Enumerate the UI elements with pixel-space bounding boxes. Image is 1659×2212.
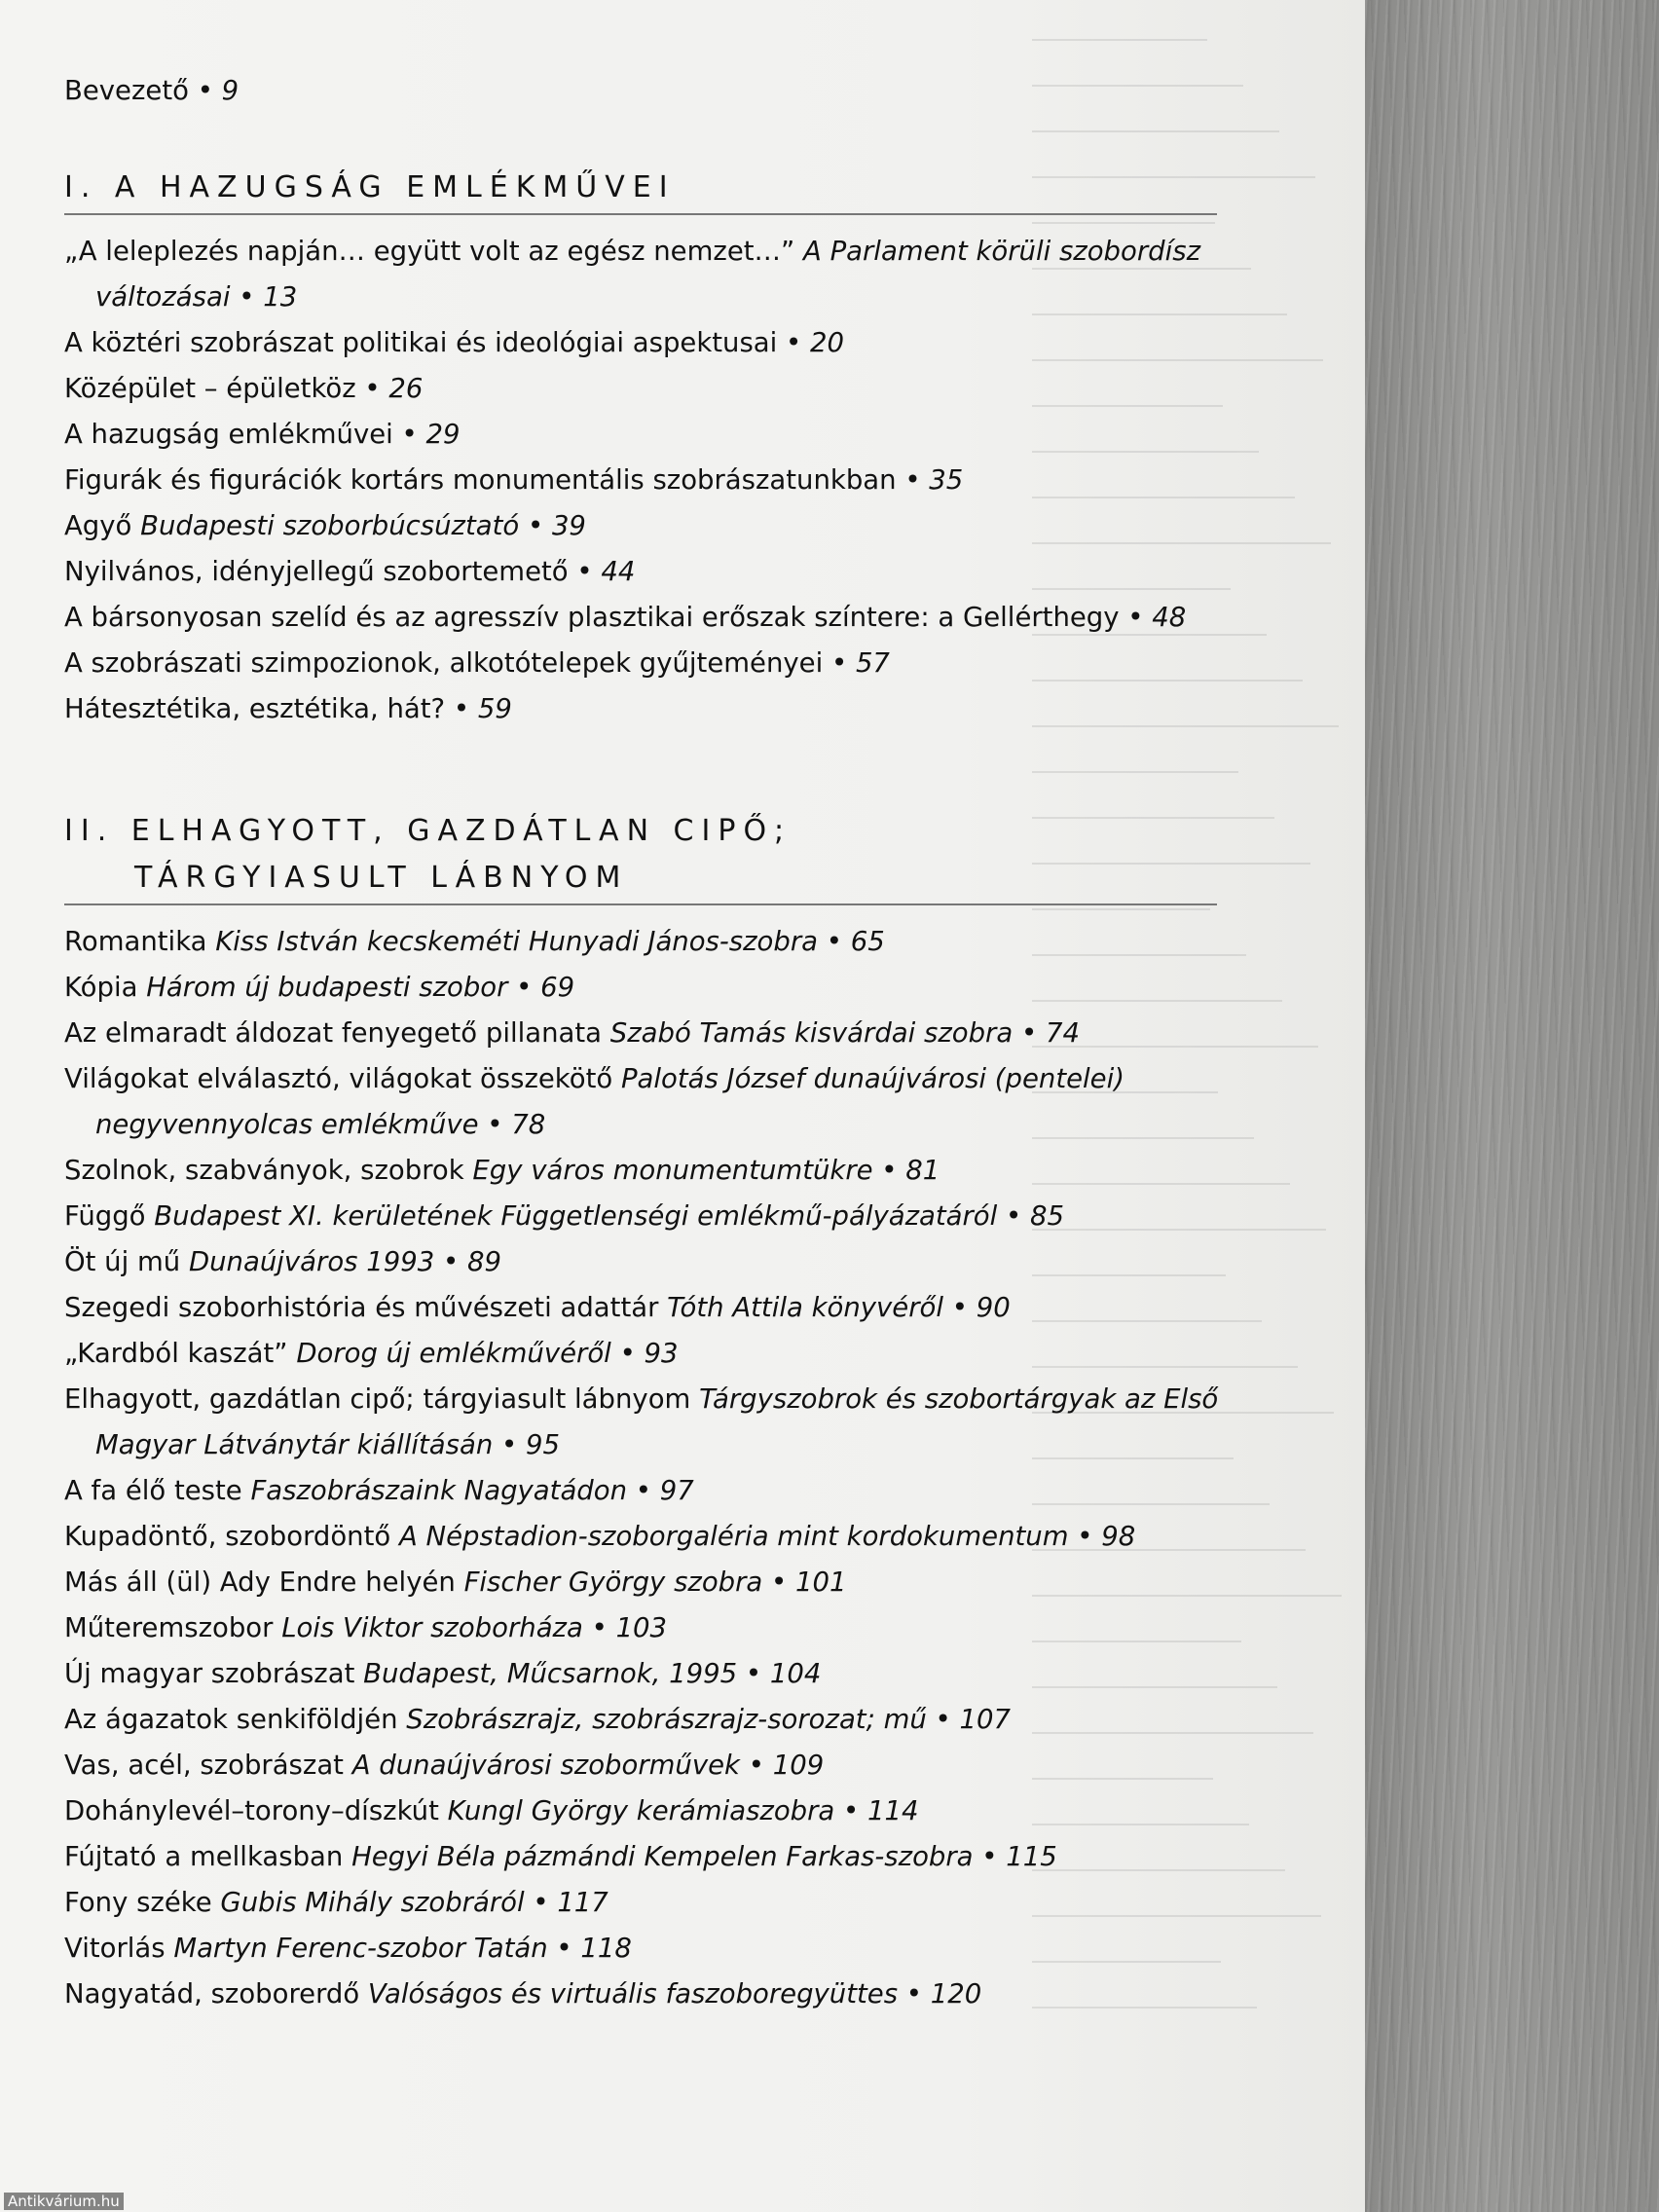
entry-title: Vas, acél, szobrászat xyxy=(64,1750,344,1781)
entry-subtitle: Lois Viktor szoborháza xyxy=(281,1612,583,1643)
toc-entry xyxy=(64,1697,1254,1743)
entry-title: Függő xyxy=(64,1200,146,1232)
entry-title: Hátesztétika, esztétika, hát? xyxy=(64,693,446,724)
bullet: • xyxy=(568,556,602,587)
entry-page: 101 xyxy=(795,1567,847,1598)
entry-subtitle: Hegyi Béla pázmándi Kempelen Farkas-szobra xyxy=(351,1841,974,1872)
entry-title: Figurák és figurációk kortárs monumentális szobrászatunkban xyxy=(64,464,897,496)
entry-title: Szolnok, szabványok, szobrok xyxy=(64,1155,464,1186)
section-heading-line1: I. A HAZUGSÁG EMLÉKMŰVEI xyxy=(64,170,676,204)
section-heading xyxy=(64,808,1217,905)
entry-page: 120 xyxy=(930,1978,982,2009)
entry-title: Középület – épületköz xyxy=(64,373,356,404)
toc-entry xyxy=(64,1880,1254,1926)
bullet: • xyxy=(582,1612,616,1643)
toc-entry xyxy=(64,1285,1254,1331)
bullet: • xyxy=(230,281,264,313)
entry-page: 85 xyxy=(1030,1200,1064,1232)
toc-entry xyxy=(64,366,1254,412)
entry-title: Vitorlás xyxy=(64,1933,166,1964)
entry-page: 98 xyxy=(1101,1521,1136,1552)
bullet: • xyxy=(392,419,426,450)
toc-entry xyxy=(64,229,1254,320)
entry-page: 103 xyxy=(615,1612,668,1643)
toc-entry xyxy=(64,1468,1254,1514)
entry-page: 95 xyxy=(525,1429,560,1460)
entry-subtitle: Kungl György kerámiaszobra xyxy=(447,1795,835,1826)
entry-title: Fony széke xyxy=(64,1887,212,1918)
entry-subtitle: Tóth Attila könyvéről xyxy=(667,1292,943,1323)
entry-page: 115 xyxy=(1006,1841,1057,1872)
entry-subtitle: Valóságos és virtuális faszoboregyüttes xyxy=(367,1978,899,2009)
entry-page: 20 xyxy=(810,327,845,358)
bullet: • xyxy=(818,926,851,957)
entry-title: „Kardból kaszát” xyxy=(64,1338,288,1369)
entry-page: 57 xyxy=(855,647,890,679)
entry-page: 26 xyxy=(388,373,424,404)
table-of-contents xyxy=(64,68,1233,2017)
toc-entry xyxy=(64,1514,1254,1560)
bullet: • xyxy=(445,693,478,724)
toc-entry xyxy=(64,686,1254,732)
entry-title: Műteremszobor xyxy=(64,1612,274,1643)
toc-entry xyxy=(64,1056,1254,1148)
toc-entry xyxy=(64,1560,1254,1605)
entry-subtitle: Egy város monumentumtükre xyxy=(472,1155,873,1186)
entry-subtitle: Budapest XI. kerületének Függetlenségi emlékmű-pályázatáról xyxy=(154,1200,998,1232)
toc-entry xyxy=(64,503,1254,549)
bullet: • xyxy=(823,647,856,679)
toc-entry-intro xyxy=(64,68,1254,114)
bullet: • xyxy=(507,972,541,1003)
bullet: • xyxy=(434,1246,467,1277)
entry-page: 97 xyxy=(659,1475,694,1506)
entry-page: 117 xyxy=(557,1887,608,1918)
bullet: • xyxy=(1068,1521,1102,1552)
bullet: • xyxy=(973,1841,1007,1872)
entry-title: A köztéri szobrászat politikai és ideológiai aspektusai xyxy=(64,327,778,358)
entry-title: Dohánylevél–torony–díszkút xyxy=(64,1795,439,1826)
bullet: • xyxy=(478,1109,512,1140)
entry-page: 89 xyxy=(466,1246,501,1277)
bullet: • xyxy=(834,1795,868,1826)
entry-subtitle: A dunaújvárosi szoborművek xyxy=(351,1750,740,1781)
entry-title: Nyilvános, idényjellegű szobortemető xyxy=(64,556,569,587)
entry-page: 107 xyxy=(959,1704,1012,1735)
bullet: • xyxy=(547,1933,581,1964)
entry-page: 93 xyxy=(644,1338,679,1369)
toc-entry xyxy=(64,1788,1254,1834)
entry-title: Elhagyott, gazdátlan cipő; tárgyiasult lábnyom xyxy=(64,1383,691,1415)
bullet: • xyxy=(737,1658,770,1689)
entry-page: 109 xyxy=(772,1750,825,1781)
wood-background xyxy=(1365,0,1659,2212)
entry-subtitle: Budapest, Műcsarnok, 1995 xyxy=(363,1658,738,1689)
toc-entry xyxy=(64,1331,1254,1377)
entry-title: A bársonyosan szelíd és az agresszív plasztikai erőszak színtere: a Gellérthegy xyxy=(64,602,1120,633)
entry-title: Öt új mű xyxy=(64,1246,181,1277)
entry-page: 74 xyxy=(1045,1017,1080,1049)
bullet: • xyxy=(524,1887,558,1918)
entry-title: Más áll (ül) Ady Endre helyén xyxy=(64,1567,456,1598)
toc-entry xyxy=(64,1377,1254,1468)
section-entries xyxy=(64,229,1233,732)
entry-title: „A leleplezés napján… együtt volt az egész nemzet…” xyxy=(64,236,795,267)
entry-title: Az ágazatok senkiföldjén xyxy=(64,1704,398,1735)
toc-entry xyxy=(64,641,1254,686)
entry-subtitle: Szobrászrajz, szobrászrajz-sorozat; mű xyxy=(406,1704,927,1735)
entry-title: Fújtató a mellkasban xyxy=(64,1841,344,1872)
entry-subtitle: Dorog új emlékművéről xyxy=(296,1338,611,1369)
entry-title: Nagyatád, szoborerdő xyxy=(64,1978,360,2009)
entry-title: Agyő xyxy=(64,510,132,541)
toc-entry xyxy=(64,1194,1254,1239)
toc-entry xyxy=(64,320,1254,366)
entry-subtitle: Palotás József dunaújvárosi (pentelei) negyvennyolcas emlékműve xyxy=(95,1063,1124,1140)
bullet: • xyxy=(898,1978,931,2009)
bullet: • xyxy=(943,1292,977,1323)
entry-subtitle: A Népstadion-szoborgaléria mint kordokumentum xyxy=(398,1521,1069,1552)
toc-entry xyxy=(64,1834,1254,1880)
entry-page: 35 xyxy=(929,464,964,496)
entry-page: 44 xyxy=(601,556,636,587)
bullet: • xyxy=(197,75,222,106)
entry-page: 114 xyxy=(867,1795,919,1826)
entry-title: A szobrászati szimpozionok, alkotótelepek gyűjteményei xyxy=(64,647,824,679)
entry-title: Kópia xyxy=(64,972,138,1003)
entry-page: 90 xyxy=(976,1292,1011,1323)
entry-page: 81 xyxy=(905,1155,940,1186)
entry-page: 69 xyxy=(540,972,575,1003)
bullet: • xyxy=(872,1155,906,1186)
bullet: • xyxy=(493,1429,526,1460)
entry-title: Szegedi szoborhistória és művészeti adattár xyxy=(64,1292,659,1323)
toc-entry xyxy=(64,458,1254,503)
bullet: • xyxy=(896,464,930,496)
entry-title: Világokat elválasztó, világokat összekötő xyxy=(64,1063,613,1094)
section-heading xyxy=(64,165,1217,215)
toc-entry xyxy=(64,412,1254,458)
toc-entry xyxy=(64,1239,1254,1285)
entry-page: 13 xyxy=(263,281,298,313)
toc-entry xyxy=(64,1011,1254,1056)
entry-title: A fa élő teste xyxy=(64,1475,242,1506)
toc-entry xyxy=(64,965,1254,1011)
entry-title: Kupadöntő, szobordöntő xyxy=(64,1521,391,1552)
entry-subtitle: Gubis Mihály szobráról xyxy=(220,1887,525,1918)
bullet: • xyxy=(997,1200,1030,1232)
bullet: • xyxy=(762,1567,795,1598)
toc-entry xyxy=(64,1926,1254,1972)
bullet: • xyxy=(610,1338,645,1369)
toc-entry xyxy=(64,1148,1254,1194)
toc-entry xyxy=(64,1743,1254,1788)
entry-subtitle: Kiss István kecskeméti Hunyadi János-szobra xyxy=(215,926,818,957)
entry-subtitle: Martyn Ferenc-szobor Tatán xyxy=(173,1933,548,1964)
entry-page: 59 xyxy=(477,693,512,724)
bullet: • xyxy=(1119,602,1153,633)
entry-subtitle: Budapesti szoborbúcsúztató xyxy=(140,510,520,541)
entry-subtitle: Fischer György szobra xyxy=(463,1567,763,1598)
entry-page: 104 xyxy=(769,1658,822,1689)
section-heading-line1: II. ELHAGYOTT, GAZDÁTLAN CIPŐ; xyxy=(64,814,793,848)
bullet: • xyxy=(777,327,811,358)
sections xyxy=(64,165,1233,2017)
entry-title: Bevezető xyxy=(64,75,189,106)
toc-entry xyxy=(64,1651,1254,1697)
bullet: • xyxy=(355,373,389,404)
bullet: • xyxy=(1013,1017,1046,1049)
entry-title: Az elmaradt áldozat fenyegető pillanata xyxy=(64,1017,603,1049)
entry-subtitle: Faszobrászaink Nagyatádon xyxy=(250,1475,628,1506)
entry-title: Romantika xyxy=(64,926,207,957)
entry-subtitle: Tárgyszobrok és szobortárgyak az Első Magyar Látványtár kiállításán xyxy=(95,1383,1219,1460)
toc-entry xyxy=(64,1605,1254,1651)
entry-subtitle: A Parlament körüli szobordísz változásai xyxy=(95,236,1201,313)
bullet: • xyxy=(926,1704,960,1735)
entry-page: 118 xyxy=(580,1933,632,1964)
bullet: • xyxy=(739,1750,773,1781)
entry-subtitle: Szabó Tamás kisvárdai szobra xyxy=(609,1017,1014,1049)
entry-page: 78 xyxy=(511,1109,546,1140)
section-entries xyxy=(64,919,1233,2017)
toc-entry xyxy=(64,549,1254,595)
entry-title: A hazugság emlékművei xyxy=(64,419,393,450)
watermark: Antikvárium.hu xyxy=(4,2193,124,2210)
toc-entry xyxy=(64,595,1254,641)
entry-page: 65 xyxy=(850,926,885,957)
entry-subtitle: Dunaújváros 1993 xyxy=(188,1246,435,1277)
bullet: • xyxy=(627,1475,660,1506)
section-heading-line2: TÁRGYIASULT LÁBNYOM xyxy=(134,861,629,895)
bullet: • xyxy=(519,510,552,541)
toc-entry xyxy=(64,919,1254,965)
entry-page: 9 xyxy=(221,75,240,106)
entry-page: 29 xyxy=(425,419,461,450)
toc-entry xyxy=(64,1972,1254,2017)
entry-page: 39 xyxy=(551,510,586,541)
entry-subtitle: Három új budapesti szobor xyxy=(146,972,508,1003)
entry-page: 48 xyxy=(1152,602,1187,633)
entry-title: Új magyar szobrászat xyxy=(64,1658,355,1689)
